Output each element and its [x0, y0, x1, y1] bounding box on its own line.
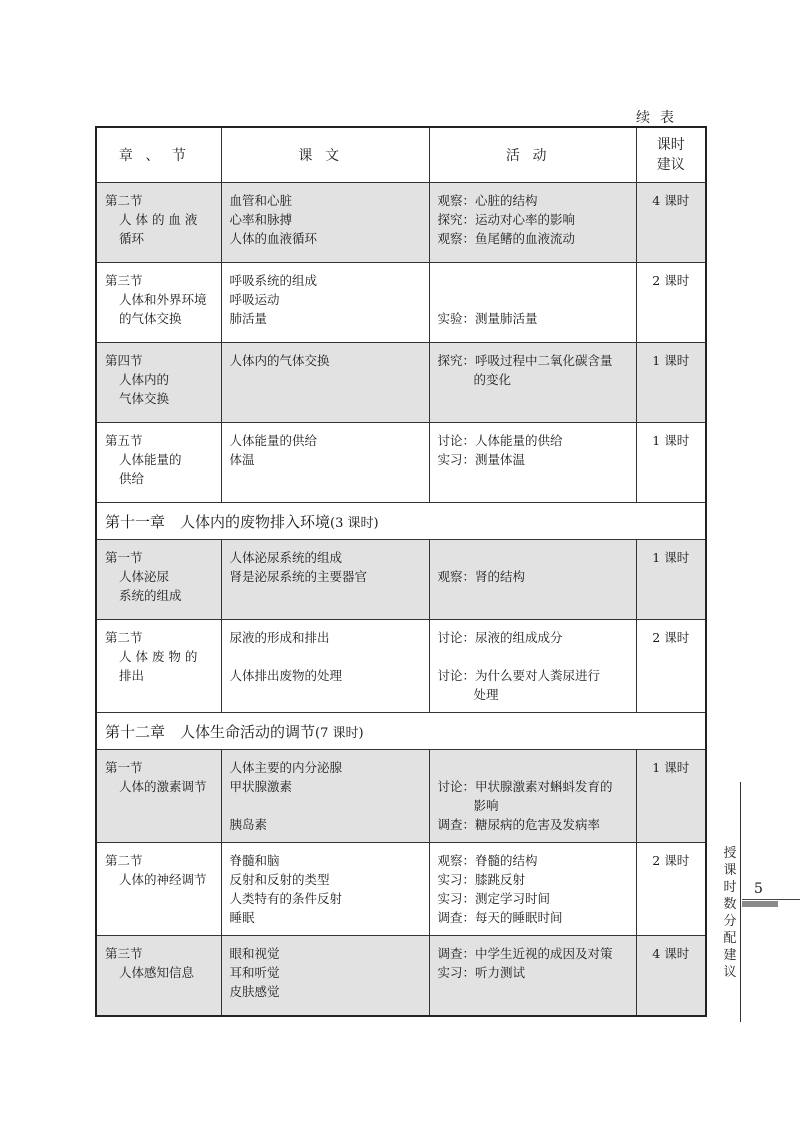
section-cell-line: 人 体 的 血 液 [119, 212, 198, 227]
hours-cell [636, 343, 706, 423]
chapter-title: 第十一章 人体内的废物排入环境 [105, 512, 331, 531]
hours-cell [636, 263, 706, 343]
text-cell-line: 人体泌尿系统的组成 [229, 550, 343, 565]
activity-cell-line: 讨论：尿液的组成成分 [437, 630, 563, 645]
table-row [96, 183, 706, 263]
hours-value: 1 课时 [652, 760, 690, 775]
header-text: 课文 [221, 127, 429, 183]
activity-cell-line: 调查：糖尿病的危害及发病率 [437, 817, 601, 832]
activity-cell-line: 讨论：甲状腺激素对蝌蚪发育的 [437, 779, 613, 794]
section-cell-line: 第四节 [105, 353, 143, 368]
table-header-row [96, 127, 706, 183]
text-cell-line: 呼吸系统的组成 [229, 273, 318, 288]
hours-cell [636, 423, 706, 503]
section-cell [96, 620, 221, 713]
section-cell-line: 人 体 废 物 的 [119, 649, 198, 664]
chapter-hours: (7 课时) [315, 725, 364, 741]
section-cell-line: 人体感知信息 [119, 965, 195, 980]
section-cell-line: 第二节 [105, 630, 143, 645]
text-cell-line: 耳和听觉 [229, 965, 280, 980]
text-cell [221, 540, 429, 620]
activity-cell-line [438, 758, 628, 777]
hours-cell [636, 183, 706, 263]
activity-cell-line: 观察：脊髓的结构 [437, 853, 538, 868]
activity-cell-line: 探究：呼吸过程中二氧化碳含量 [437, 353, 613, 368]
activity-cell-line: 处理 [473, 687, 499, 702]
section-cell [96, 183, 221, 263]
activity-cell [429, 843, 636, 936]
text-cell-line: 尿液的形成和排出 [229, 630, 330, 645]
text-cell-line: 人体主要的内分泌腺 [229, 760, 343, 775]
activity-cell [429, 936, 636, 1016]
table-row [96, 936, 706, 1016]
hours-cell [636, 750, 706, 843]
page-tab [742, 901, 778, 907]
activity-cell-line: 实验：测量肺活量 [437, 311, 538, 326]
section-cell-line: 第二节 [105, 193, 143, 208]
text-cell-line [230, 647, 421, 666]
section-cell-line: 第二节 [105, 853, 143, 868]
text-cell [221, 750, 429, 843]
text-cell [221, 936, 429, 1016]
side-divider [740, 782, 741, 1022]
hours-cell [636, 620, 706, 713]
header-hours: 课时 建议 [636, 127, 706, 183]
section-cell-line: 第五节 [105, 433, 143, 448]
table-row [96, 843, 706, 936]
chapter-cell [96, 503, 706, 540]
section-cell [96, 750, 221, 843]
activity-cell [429, 750, 636, 843]
table-row [96, 540, 706, 620]
activity-cell [429, 620, 636, 713]
header-chapter: 章、节 [96, 127, 221, 183]
section-cell-line: 人体和外界环境 [119, 292, 207, 307]
chapter-hours: (3 课时) [330, 515, 379, 531]
section-cell [96, 343, 221, 423]
activity-cell-line [438, 548, 628, 567]
section-cell-line: 的气体交换 [119, 311, 182, 326]
activity-cell-line: 调查：每天的睡眠时间 [437, 910, 563, 925]
section-cell-line: 供给 [119, 471, 145, 486]
activity-cell-line [438, 290, 628, 309]
hours-value: 4 课时 [652, 946, 690, 961]
side-label: 授课时数分配建议 [723, 846, 737, 980]
section-cell [96, 843, 221, 936]
activity-cell-line [438, 647, 628, 666]
hours-value: 2 课时 [652, 630, 690, 645]
activity-cell-line: 调查：中学生近视的成因及对策 [437, 946, 613, 961]
header-activity: 活动 [429, 127, 636, 183]
section-cell-line: 人体的激素调节 [119, 779, 207, 794]
text-cell-line: 眼和视觉 [229, 946, 280, 961]
text-cell-line: 人体内的气体交换 [229, 353, 330, 368]
activity-cell-line: 的变化 [473, 372, 512, 387]
section-cell-line: 人体泌尿 [119, 569, 170, 584]
text-cell-line: 肺活量 [229, 311, 268, 326]
section-cell [96, 540, 221, 620]
hours-value: 1 课时 [652, 433, 690, 448]
text-cell [221, 343, 429, 423]
section-cell-line: 人体的神经调节 [119, 872, 207, 887]
text-cell-line: 血管和心脏 [229, 193, 293, 208]
activity-cell [429, 540, 636, 620]
activity-cell-line: 探究：运动对心率的影响 [437, 212, 576, 227]
activity-cell-line: 观察：心脏的结构 [437, 193, 538, 208]
text-cell-line: 反射和反射的类型 [229, 872, 330, 887]
hours-cell [636, 936, 706, 1016]
section-cell-line: 第一节 [105, 550, 143, 565]
text-cell-line: 皮肤感觉 [229, 984, 280, 999]
text-cell-line: 脊髓和脑 [229, 853, 280, 868]
section-cell-line: 第三节 [105, 273, 143, 288]
section-cell-line: 第一节 [105, 760, 143, 775]
section-cell-line: 循环 [119, 231, 145, 246]
lesson-plan-table [95, 126, 707, 1017]
section-cell [96, 263, 221, 343]
chapter-title: 第十二章 人体生命活动的调节 [105, 722, 316, 741]
section-cell [96, 936, 221, 1016]
hours-value: 1 课时 [652, 353, 690, 368]
text-cell [221, 263, 429, 343]
text-cell-line: 心率和脉搏 [229, 212, 293, 227]
activity-cell-line: 观察：鱼尾鳍的血液流动 [437, 231, 576, 246]
activity-cell [429, 343, 636, 423]
page-number: 5 [754, 881, 763, 897]
activity-cell-line: 讨论：人体能量的供给 [437, 433, 563, 448]
text-cell-line: 胰岛素 [229, 817, 268, 832]
section-cell-line: 气体交换 [119, 391, 170, 406]
activity-cell-line [438, 271, 628, 290]
section-cell-line: 人体内的 [119, 372, 170, 387]
chapter-row [96, 503, 706, 540]
table-row [96, 343, 706, 423]
activity-cell-line: 观察：肾的结构 [437, 569, 526, 584]
hours-value: 4 课时 [652, 193, 690, 208]
hours-value: 2 课时 [652, 853, 690, 868]
activity-cell-line: 影响 [473, 798, 499, 813]
text-cell [221, 843, 429, 936]
activity-cell-line: 实习：膝跳反射 [437, 872, 526, 887]
hours-cell [636, 843, 706, 936]
hours-cell [636, 540, 706, 620]
hours-value: 1 课时 [652, 550, 690, 565]
activity-cell-line: 讨论：为什么要对人粪尿进行 [437, 668, 601, 683]
section-cell [96, 423, 221, 503]
continuation-label: 续表 [636, 110, 684, 126]
activity-cell-line: 实习：测量体温 [437, 452, 526, 467]
section-cell-line: 第三节 [105, 946, 143, 961]
text-cell [221, 620, 429, 713]
table-row [96, 263, 706, 343]
text-cell-line: 甲状腺激素 [229, 779, 293, 794]
page-tab-line [742, 899, 800, 900]
activity-cell-line: 实习：测定学习时间 [437, 891, 551, 906]
section-cell-line: 排出 [119, 668, 145, 683]
text-cell-line: 呼吸运动 [229, 292, 280, 307]
chapter-cell [96, 713, 706, 750]
text-cell-line [230, 796, 421, 815]
text-cell-line: 肾是泌尿系统的主要器官 [229, 569, 368, 584]
activity-cell [429, 423, 636, 503]
table-row [96, 423, 706, 503]
text-cell-line: 人类特有的条件反射 [229, 891, 343, 906]
section-cell-line: 人体能量的 [119, 452, 182, 467]
section-cell-line: 系统的组成 [119, 588, 182, 603]
text-cell-line: 睡眠 [229, 910, 255, 925]
activity-cell-line: 实习：听力测试 [437, 965, 526, 980]
text-cell-line: 人体能量的供给 [229, 433, 318, 448]
chapter-row [96, 713, 706, 750]
hours-value: 2 课时 [652, 273, 690, 288]
text-cell-line: 人体的血液循环 [229, 231, 318, 246]
activity-cell [429, 263, 636, 343]
table-row [96, 620, 706, 713]
text-cell [221, 423, 429, 503]
table-row [96, 750, 706, 843]
text-cell-line: 体温 [229, 452, 255, 467]
activity-cell [429, 183, 636, 263]
text-cell [221, 183, 429, 263]
text-cell-line: 人体排出废物的处理 [229, 668, 343, 683]
